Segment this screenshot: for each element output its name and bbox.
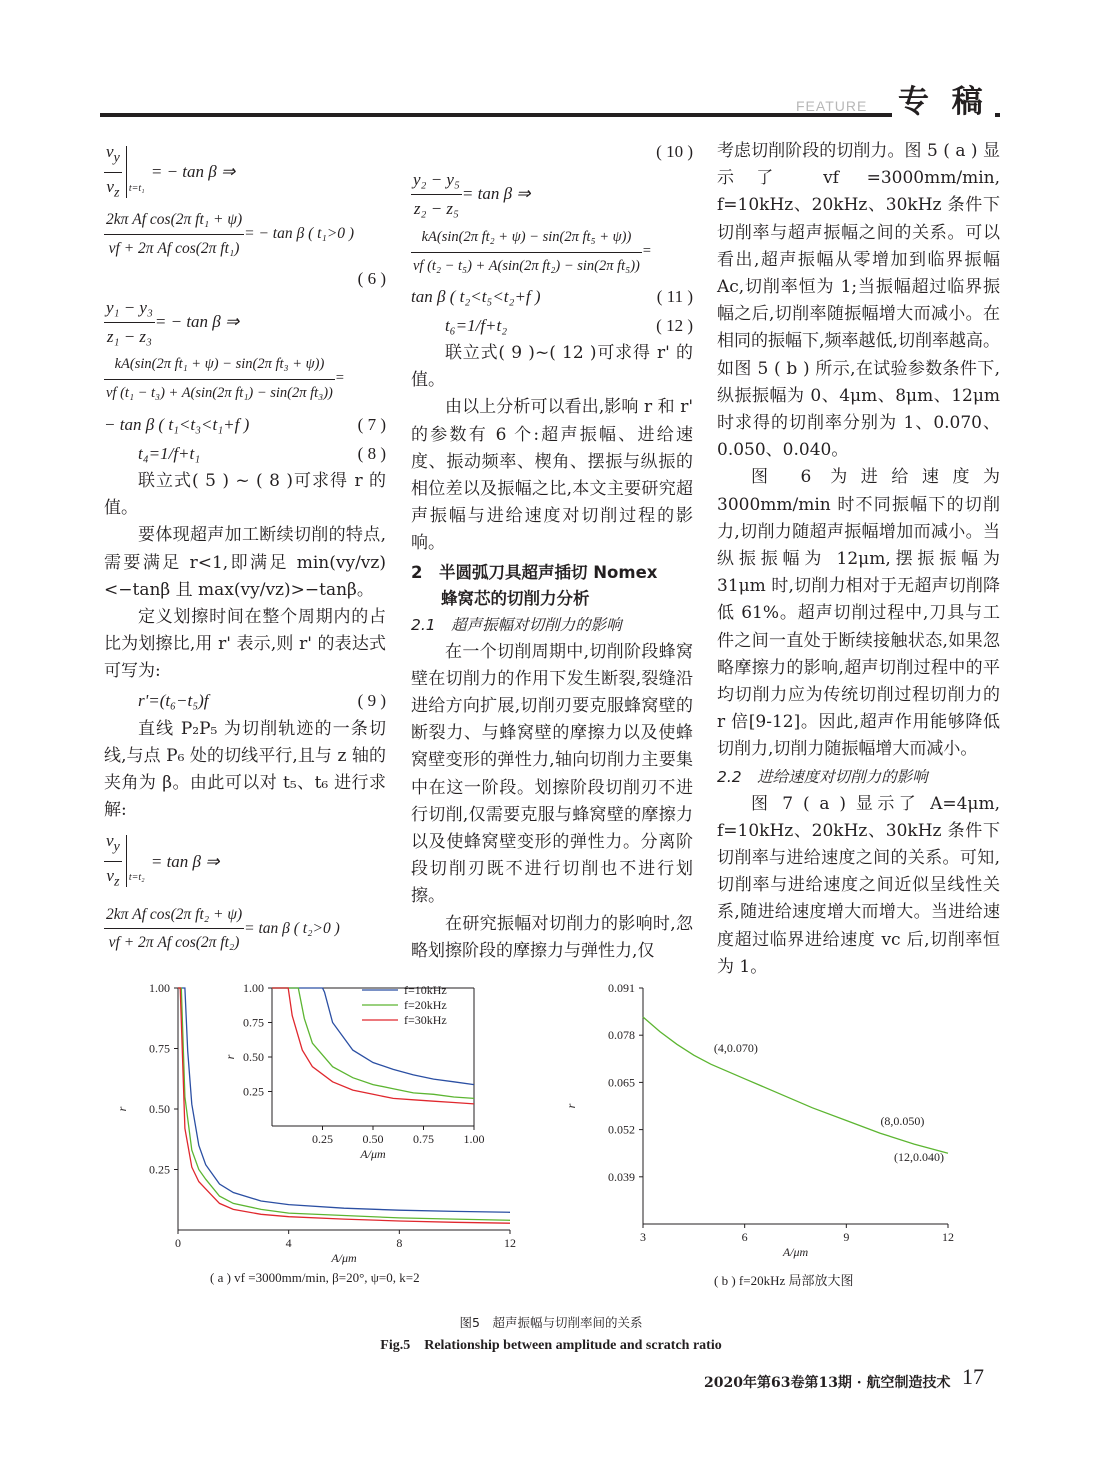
paragraph: 要体现超声加工断续切削的特点,需要满足 r<1,即满足 min(vy/vz)<−tanβ 且 max(vy/vz)>−tanβ。 xyxy=(104,525,386,600)
equation-number-12: ( 12 ) xyxy=(656,316,693,336)
x-tick-label: 12 xyxy=(942,1230,954,1244)
equation-10a-rhs: = tan β ⇒ xyxy=(150,851,220,871)
equation-11b: $\frac{\text{kA(sin(2π ft₂ + ψ) − sin(2π ft₅ + ψ))}}{\text{vf (t₂ − t₅) + A(sin(2π ft₂) − sin(2π ft₅))}}$ = xyxy=(411,222,693,282)
chart-a-inset xyxy=(223,980,485,1161)
equation-number-10: ( 10 ) xyxy=(656,142,693,162)
equation-11c: tan β ( t₂<t₅<t₂+f ) xyxy=(411,287,541,307)
eval-bar: t=t₁ xyxy=(126,146,127,198)
y-tick-label: 0.091 xyxy=(608,981,635,995)
x-tick-label: 0 xyxy=(175,1236,181,1250)
equation-6b xyxy=(104,206,386,262)
y-tick-label: 1.00 xyxy=(149,981,170,995)
y-tick-label: 0.50 xyxy=(243,1050,264,1064)
x-tick-label: 12 xyxy=(504,1236,516,1250)
y-tick-label: 0.75 xyxy=(243,1015,264,1030)
equation-11a-numerator: y₂ − y₅ xyxy=(411,166,462,194)
paragraph: 考虑切削阶段的切削力。图 5 ( a ) 显示了 vf =3000mm/min, f=10kHz、20kHz、30kHz 条件下切削率与超声振幅之间的关系。可以看出,超声振幅从零增加到临界振幅 Ac,切削率恒为 1;当振幅超过临界振幅之后,切削率随振幅增大而减小。在相同的振幅下,频率越低,切削率越高。如图 5 ( b ) 所示,在试验参数条件下,纵振振幅为 0、4μm、8μm、12μm 时求得的切削率分别为 1、0.070、0.050、0.040。 xyxy=(717,141,1000,461)
paragraph: 联立式( 9 )~( 12 )可求得 r' 的值。 xyxy=(411,343,693,391)
equation-7c: − tan β ( t₁<t₃<t₁+f ) xyxy=(104,415,250,435)
y-tick-label: 1.00 xyxy=(243,981,264,995)
y-tick-label: 0.25 xyxy=(149,1162,170,1177)
x-tick-label: 0.50 xyxy=(362,1132,384,1146)
chart-b xyxy=(564,981,954,1259)
data-annotation: (12,0.040) xyxy=(894,1150,944,1165)
legend-label: f=10kHz xyxy=(404,983,447,997)
column-title: 专 稿 xyxy=(892,76,995,121)
paragraph: 图 6 为进给速度为 3000mm/min 时不同振幅下的切削力,切削力随超声振幅增加而减小。当纵振振幅为 12μm,摆振振幅为 31μm 时,切削力相对于无超声切削降低 61%。超声切削过程中,刀具与工件之间一直处于断续接触状态,如果忽略摩擦力的影响,超声切削过程中的平均切削力应为传统切削过程切削力的 r 倍[9-12]。因此,超声作用能够降低切削力,切削力随振幅增大而减小。 xyxy=(717,467,1000,760)
equation-6b-denominator: vf + 2π Af cos(2π ft₁) xyxy=(108,239,240,257)
y-axis-label: r xyxy=(223,1054,237,1060)
equation-6b-rhs: = − tan β ( t₁>0 ) xyxy=(244,225,355,243)
page-number: 17 xyxy=(962,1364,984,1389)
equation-8: t₄=1/f+t₁ xyxy=(138,444,201,464)
journal-footer: 2020年第63卷第13期 · 航空制造技术 xyxy=(704,1375,951,1391)
equation-7a-rhs: = − tan β ⇒ xyxy=(154,312,240,332)
feature-label: FEATURE xyxy=(796,98,868,114)
fraction-vy-vz: $\frac{v_y}{v_z}$ xyxy=(104,138,122,206)
x-tick-label: 0.25 xyxy=(312,1132,333,1146)
equation-11a xyxy=(411,166,693,222)
y-tick-label: 0.75 xyxy=(149,1041,170,1056)
x-tick-label: 1.00 xyxy=(463,1132,485,1146)
figure-5 xyxy=(100,970,1000,1300)
column-2 xyxy=(411,138,693,965)
paragraph: 定义划擦时间在整个周期内的占比为划擦比,用 r' 表示,则 r' 的表达式可写为: xyxy=(104,607,386,682)
paragraph: 在一个切削周期中,切削阶段蜂窝壁在切削力的作用下发生断裂,裂缝沿进给方向扩展,切削刃要克服蜂窝壁的断裂力、与蜂窝壁的摩擦力以及使蜂窝壁变形的弹性力,轴向切削力主要集中在这一阶段。划擦阶段切削刃不进行切削,仅需要克服与蜂窝壁的摩擦力以及使蜂窝壁变形的弹性力。分离阶段切削刃既不进行切削也不进行划擦。 xyxy=(411,641,693,907)
equation-number-9: ( 9 ) xyxy=(357,691,386,711)
column-1 xyxy=(104,138,386,958)
x-tick-label: 9 xyxy=(843,1230,850,1244)
equation-10b xyxy=(104,898,386,958)
section-heading-2: 2 半圆弧刀具超声插切 Nomex 蜂窝芯的切削力分析 xyxy=(411,562,658,608)
x-tick-label: 4 xyxy=(285,1236,292,1250)
equation-7a-denominator: z₁ − z₃ xyxy=(106,326,152,346)
y-tick-label: 0.065 xyxy=(608,1075,635,1090)
equation-12: t₆=1/f+t₂ xyxy=(445,316,508,336)
paragraph: 直线 P₂P₅ 为切削轨迹的一条切线,与点 P₆ 处的切线平行,且与 z 轴的夹角为 β。由此可以对 t₅、t₆ 进行求解: xyxy=(104,718,386,821)
equation-6a xyxy=(104,138,386,206)
y-tick-label: 0.50 xyxy=(149,1102,170,1116)
equation-number-7: ( 7 ) xyxy=(357,415,386,435)
data-annotation: (8,0.050) xyxy=(880,1113,925,1128)
equation-10a: $\frac{v_y}{v_z}$ t=t₂ = tan β ⇒ xyxy=(104,824,386,898)
legend-label: f=20kHz xyxy=(404,998,447,1012)
equation-11b-denominator: vf (t₂ − t₅) + A(sin(2π ft₂) − sin(2π ft₅)) xyxy=(413,257,640,274)
equation-7b: $\frac{\text{kA(sin(2π ft₁ + ψ) − sin(2π ft₃ + ψ))}}{\text{vf (t₁ − t₃) + A(sin(2π ft₁) − sin(2π ft₃))}}$ = xyxy=(104,348,386,410)
equation-number-11: ( 11 ) xyxy=(656,287,693,307)
equation-number-8: ( 8 ) xyxy=(357,444,386,464)
x-axis-label: A/μm xyxy=(360,1147,386,1161)
equation-11a-denominator: z₂ − z₅ xyxy=(413,198,459,218)
data-annotation: (4,0.070) xyxy=(713,1041,758,1056)
subcaption-b: ( b ) f=20kHz 局部放大图 xyxy=(714,1273,854,1288)
equation-6a-rhs: = − tan β ⇒ xyxy=(150,162,236,182)
column-3 xyxy=(717,138,1000,981)
y-tick-label: 0.039 xyxy=(608,1169,635,1184)
equation-7b-numerator: kA(sin(2π ft₁ + ψ) − sin(2π ft₃ + ψ)) xyxy=(104,351,335,379)
y-tick-label: 0.25 xyxy=(243,1084,264,1099)
equation-6b-numerator: 2kπ Af cos(2π ft₁ + ψ) xyxy=(104,206,244,234)
y-axis-label: r xyxy=(115,1106,129,1112)
x-tick-label: 8 xyxy=(396,1236,403,1250)
equation-10b-numerator: 2kπ Af cos(2π ft₂ + ψ) xyxy=(104,901,244,929)
equation-10b-rhs: = tan β ( t₂>0 ) xyxy=(244,919,340,937)
paragraph: 联立式( 5 ) ~ ( 8 )可求得 r 的值。 xyxy=(104,471,386,519)
equation-10b-denominator: vf + 2π Af cos(2π ft₂) xyxy=(108,933,240,951)
inset-background xyxy=(250,980,482,1130)
equation-number-6: ( 6 ) xyxy=(357,269,386,289)
paragraph: 由以上分析可以看出,影响 r 和 r' 的参数有 6 个:超声振幅、进给速度、振动频率、楔角、摆振与纵振的相位差以及振幅之比,本文主要研究超声振幅与进给速度对切削过程的影响。 xyxy=(411,397,693,554)
paragraph: 图 7 ( a ) 显示了 A=4μm, f=10kHz、20kHz、30kHz 条件下切削率与进给速度之间的关系。可知,切削率与进给速度之间近似呈线性关系,随进给速度增大而增大。当进给速度超过临界进给速度 vc 后,切削率恒为 1。 xyxy=(717,793,1000,977)
subsection-heading-2-2: 2.2 进给速度对切削力的影响 xyxy=(717,767,928,786)
y-tick-label: 0.052 xyxy=(608,1122,635,1137)
equation-7a-numerator: y₁ − y₃ xyxy=(104,294,155,322)
paragraph: 在研究振幅对切削力的影响时,忽略划擦阶段的摩擦力与弹性力,仅 xyxy=(411,913,693,961)
subcaption-a: ( a ) vf =3000mm/min, β=20°, ψ=0, k=2 xyxy=(210,1270,420,1285)
x-tick-label: 0.75 xyxy=(413,1132,434,1146)
x-axis-label: A/μm xyxy=(331,1251,357,1265)
series-line-f=20kHz xyxy=(643,1017,948,1153)
figure-caption-cn: 图5 超声振幅与切削率间的关系 xyxy=(459,1315,643,1330)
legend-label: f=30kHz xyxy=(404,1013,447,1027)
equation-7b-denominator: vf (t₁ − t₃) + A(sin(2π ft₁) − sin(2π ft₃)) xyxy=(106,384,333,401)
equation-7a xyxy=(104,296,386,348)
equation-9: r'=(t₆−t₅)f xyxy=(138,691,209,711)
x-tick-label: 6 xyxy=(741,1230,748,1244)
y-axis-label: r xyxy=(564,1103,578,1109)
x-axis-label: A/μm xyxy=(782,1245,809,1259)
equation-11a-rhs: = tan β ⇒ xyxy=(461,184,531,204)
x-tick-label: 3 xyxy=(640,1230,646,1244)
header-rule xyxy=(100,116,1000,117)
figure-caption-en: Fig.5 Relationship between amplitude and scratch ratio xyxy=(380,1338,722,1353)
y-tick-label: 0.078 xyxy=(608,1028,635,1043)
subsection-heading-2-1: 2.1 超声振幅对切削力的影响 xyxy=(411,615,622,634)
equation-11b-numerator: kA(sin(2π ft₂ + ψ) − sin(2π ft₅ + ψ)) xyxy=(411,224,642,252)
